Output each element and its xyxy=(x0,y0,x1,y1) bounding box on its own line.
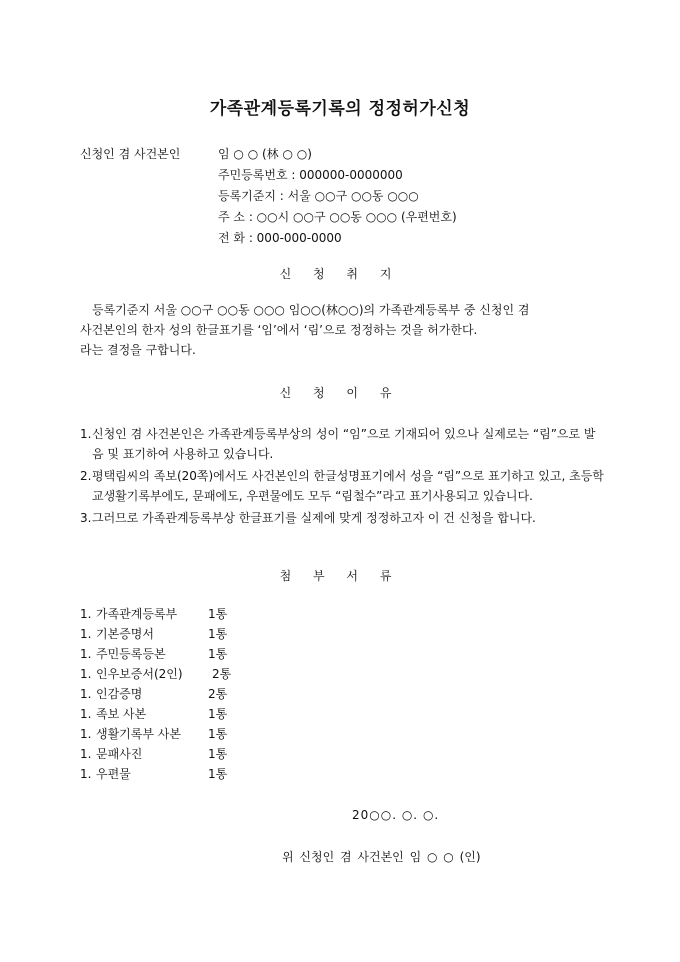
reason-item xyxy=(80,424,605,464)
attachment-number: 1. xyxy=(80,627,92,641)
reason-text: 신청인 겸 사건본인은 가족관계등록부상의 성이 “임”으로 기재되어 있으나 실제로는 “림”으로 발음 및 표기하여 사용하고 있습니다. xyxy=(92,427,596,461)
applicant-address: 주 소 : ○○시 ○○구 ○○동 ○○○ (우편번호) xyxy=(218,210,457,224)
document-title: 가족관계등록기록의 정정허가신청 xyxy=(209,99,471,119)
attachment-count: 1통 xyxy=(208,627,228,641)
attachment-name: 인감증명 xyxy=(96,687,143,701)
attachment-number: 1. xyxy=(80,667,92,681)
reason-text: 그러므로 가족관계등록부상 한글표기를 실제에 맞게 정정하고자 이 건 신청을 합니다. xyxy=(92,511,536,525)
attachment-number: 1. xyxy=(80,727,92,741)
attachment-number: 1. xyxy=(80,707,92,721)
attachment-number: 1. xyxy=(80,687,92,701)
attachment-name: 인우보증서(2인) xyxy=(96,667,183,681)
reason-number: 1. xyxy=(80,427,92,441)
reason-number: 2. xyxy=(80,469,92,483)
purpose-line: 등록기준지 서울 ○○구 ○○동 ○○○ 임○○(林○○)의 가족관계등록부 중 신청인 겸 xyxy=(92,303,530,317)
attachment-number: 1. xyxy=(80,607,92,621)
attachment-name: 기본증명서 xyxy=(96,627,154,641)
attachments-heading: 첨 부 서 류 xyxy=(279,569,401,583)
attachment-number: 1. xyxy=(80,767,92,781)
applicant-resident-number: 주민등록번호 : 000000-0000000 xyxy=(218,168,403,182)
signature-line: 위 신청인 겸 사건본인 임 ○ ○ (인) xyxy=(282,850,481,864)
applicant-phone: 전 화 : 000-000-0000 xyxy=(218,231,342,245)
attachment-name: 가족관계등록부 xyxy=(96,607,178,621)
reason-text: 평택림씨의 족보(20쪽)에서도 사건본인의 한글성명표기에서 성을 “림”으로 표기하고 있고, 초등학교생활기록부에도, 문패에도, 우편물에도 모두 “림철수”라고 표기사용되고 있습니다. xyxy=(92,469,604,503)
attachment-count: 1통 xyxy=(208,707,228,721)
attachment-name: 문패사진 xyxy=(96,747,143,761)
attachment-name: 족보 사본 xyxy=(96,707,147,721)
attachment-count: 2통 xyxy=(212,667,232,681)
purpose-heading: 신 청 취 지 xyxy=(279,267,401,281)
applicant-name: 임 ○ ○ (林 ○ ○) xyxy=(218,147,312,161)
attachment-count: 2통 xyxy=(208,687,228,701)
applicant-registry-base: 등록기준지 : 서울 ○○구 ○○동 ○○○ xyxy=(218,189,419,203)
reason-number: 3. xyxy=(80,511,92,525)
reasons-list xyxy=(80,424,605,530)
attachment-name: 주민등록등본 xyxy=(96,647,166,661)
attachment-count: 1통 xyxy=(208,647,228,661)
attachment-count: 1통 xyxy=(208,607,228,621)
attachment-number: 1. xyxy=(80,747,92,761)
attachment-name: 우편물 xyxy=(96,767,131,781)
reason-item xyxy=(80,508,605,528)
attachment-count: 1통 xyxy=(208,747,228,761)
attachment-count: 1통 xyxy=(208,727,228,741)
purpose-line: 라는 결정을 구합니다. xyxy=(80,343,196,357)
reason-item xyxy=(80,466,605,506)
attachment-name: 생활기록부 사본 xyxy=(96,727,181,741)
purpose-line: 사건본인의 한자 성의 한글표기를 ‘임’에서 ‘림’으로 정정하는 것을 허가한다. xyxy=(80,323,478,337)
attachment-count: 1통 xyxy=(208,767,228,781)
reasons-heading: 신 청 이 유 xyxy=(279,386,401,400)
purpose-paragraph xyxy=(80,300,600,360)
document-date: 20○○. ○. ○. xyxy=(352,808,440,822)
applicant-label: 신청인 겸 사건본인 xyxy=(80,147,181,161)
attachment-number: 1. xyxy=(80,647,92,661)
